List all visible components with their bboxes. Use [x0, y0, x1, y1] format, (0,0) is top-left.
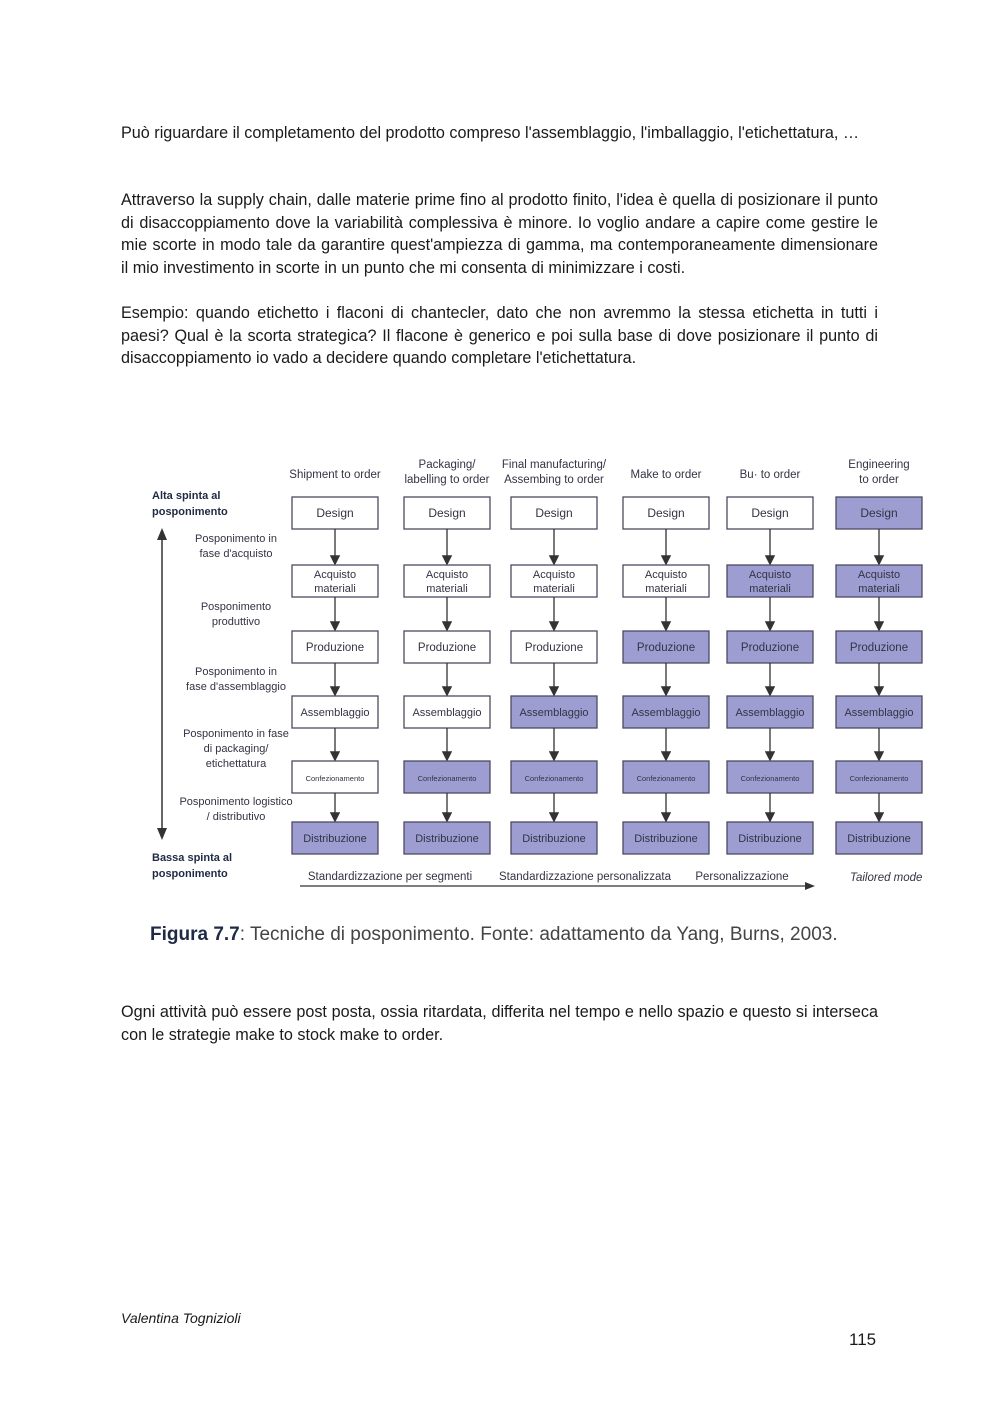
stage-box-label: Acquisto materiali — [532, 569, 576, 595]
stage-box-label: Produzione — [305, 642, 365, 654]
stage-box-label: Produzione — [636, 642, 696, 654]
stage-box-label: Design — [751, 506, 789, 520]
stage-box-label: Design — [428, 506, 466, 520]
stage-box-label: Distribuzione — [634, 833, 698, 845]
stage-box-label: Acquisto materiali — [425, 569, 469, 595]
stage-box-label: Confezionamento — [636, 774, 696, 783]
column-header: Packaging/ labelling to order — [404, 459, 490, 486]
left-stage-label: Posponimento produttivo — [200, 601, 272, 628]
bottom-axis-label: Tailored mode — [850, 872, 923, 884]
column-header: Final manufacturing/ Assembing to order — [501, 459, 607, 486]
stage-box-label: Confezionamento — [305, 774, 365, 783]
vertical-axis-arrow-up — [157, 528, 167, 540]
stage-box-label: Design — [860, 506, 898, 520]
stage-box-label: Distribuzione — [738, 833, 802, 845]
stage-box-label: Assemblaggio — [631, 707, 701, 719]
page-number: 115 — [849, 1330, 877, 1349]
stage-box-label: Produzione — [524, 642, 584, 654]
bottom-axis-arrow — [805, 882, 815, 890]
left-stage-label: Posponimento in fase d'acquisto — [195, 533, 277, 560]
stage-box-label: Assemblaggio — [412, 707, 482, 719]
postponement-diagram — [140, 440, 940, 900]
stage-box-label: Assemblaggio — [735, 707, 805, 719]
stage-box-label: Assemblaggio — [844, 707, 914, 719]
stage-box-label: Acquisto materiali — [748, 569, 792, 595]
postponement-figure — [140, 440, 940, 900]
stage-box-label: Confezionamento — [849, 774, 909, 783]
figure-caption-label: Figura 7.7 — [150, 924, 240, 945]
paragraph-2: Attraverso la supply chain, dalle materie prime fino al prodotto finito, l'idea è quella di posizionare il punto di disaccoppiamento dove la variabilità complessiva è minore. Io voglio andare a capire come gestire le mie scorte in modo tale da garantire quest'ampiezza di gamma, ma contemporaneamente dimensionare il mio investimento in scorte in un punto che mi consenta di minimizzare i costi. — [121, 191, 878, 277]
stage-box-label: Confezionamento — [740, 774, 800, 783]
left-stage-label: Posponimento in fase d'assemblaggio — [186, 666, 286, 693]
column-header: Make to order — [630, 469, 702, 481]
stage-box-label: Acquisto materiali — [857, 569, 901, 595]
left-stage-label: Posponimento logistico / distributivo — [179, 796, 293, 823]
stage-box-label: Design — [535, 506, 573, 520]
paragraph-4: Ogni attività può essere post posta, ossia ritardata, differita nel tempo e nello spazio e questo si interseca con le strategie make to stock make to order. — [121, 1003, 878, 1044]
stage-box-label: Design — [316, 506, 354, 520]
left-stage-label: Posponimento in fase di packaging/ etichettatura — [183, 728, 289, 770]
vertical-axis-arrow-down — [157, 828, 167, 840]
stage-box-label: Produzione — [740, 642, 800, 654]
stage-box-label: Produzione — [849, 642, 909, 654]
top-left-label: Alta spinta al posponimento — [152, 490, 228, 518]
column-header: Bu· to order — [739, 469, 801, 481]
bottom-axis-label: Personalizzazione — [695, 871, 789, 883]
figure-caption-text: : Tecniche di posponimento. Fonte: adattamento da Yang, Burns, 2003. — [239, 924, 838, 945]
paragraph-3: Esempio: quando etichetto i flaconi di chantecler, dato che non avremmo la stessa etichetta in tutti i paesi? Qual è la scorta strategica? Il flacone è generico e poi sulla base di dove posizionare il punto di disaccoppiamento io vado a decidere quando completare l'etichettatura. — [121, 304, 878, 368]
figure-caption — [150, 924, 838, 946]
paragraph-1: Può riguardare il completamento del prodotto compreso l'assemblaggio, l'imballaggio, l'etichettatura, … — [121, 124, 860, 142]
stage-box-label: Assemblaggio — [519, 707, 589, 719]
stage-box-label: Distribuzione — [415, 833, 479, 845]
stage-box-label: Confezionamento — [417, 774, 477, 783]
stage-box-label: Assemblaggio — [300, 707, 370, 719]
stage-box-label: Distribuzione — [303, 833, 367, 845]
stage-box-label: Design — [647, 506, 685, 520]
bottom-axis-label: Standardizzazione per segmenti — [307, 871, 473, 883]
stage-box-label: Acquisto materiali — [644, 569, 688, 595]
column-header: Engineering to order — [848, 459, 910, 486]
stage-box-label: Produzione — [417, 642, 477, 654]
author-footer: Valentina Tognizioli — [121, 1310, 241, 1326]
bottom-left-label: Bassa spinta al posponimento — [152, 852, 233, 880]
bottom-axis-label: Standardizzazione personalizzata — [499, 871, 671, 883]
stage-box-label: Distribuzione — [847, 833, 911, 845]
stage-box-label: Confezionamento — [524, 774, 584, 783]
stage-box-label: Distribuzione — [522, 833, 586, 845]
stage-box-label: Acquisto materiali — [313, 569, 357, 595]
column-header: Shipment to order — [289, 469, 381, 481]
